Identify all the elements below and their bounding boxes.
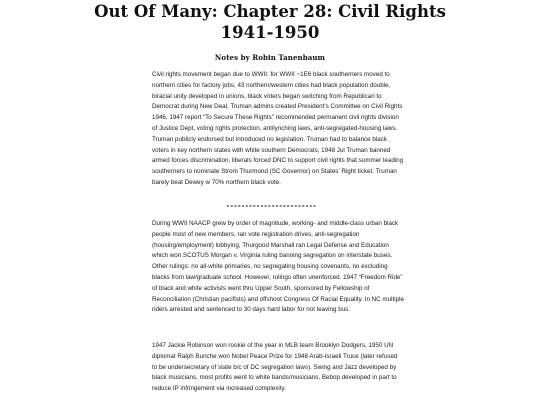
byline: Notes by Robin Tanenbaum [214,53,326,62]
section-divider: ------------------------ [225,202,317,210]
paragraph-naacp: During WWII NAACP grew by order of magnitude, working- and middle-class urban black people most of new members, ran vote registration drives, anti-segregation (housing/employment) lobbying, Thurgood Marshall ran Legal Defense and Education which won SCOTUS Morgan v. Virginia ruling banning segregation on interstate buses. Other rulings: no all-white primaries, no segregating housing covenants, no excluding blacks from law/graduate school. However, rulings often unenforced. 1947 “Freedom Ride” of black and white activists went thru Upper South, sponsored by Fellowship of Reconciliation (Christian pacifists) and offshoot Congress Of Racial Equality. In NC multiple riders arrested and sentenced to 30 days hard labor for not leaving bus. [152,220,404,314]
page-title-years: 1941-1950 [220,23,320,42]
paragraph-culture: 1947 Jackie Robinson won rookie of the year in MLB team Brooklyn Dodgers, 1950 UN diplomat Ralph Bunche won Nobel Peace Prize for 1948 Arab-Israeli Truce (later refused to be undersecretary of state b/c of DC segregation laws). Swing and Jazz developed by black musicians, most profits went to white bands/musicians, Bebop developed in part to reduce IP infringement via increased complexity. [152,342,398,393]
paragraph-truman-civil-rights: Civil rights movement began due to WWII: for WWII ~1E6 black southerners moved to northern cities for factory jobs, 43 northern/western cities had black population double, biracial unity developed in unions, black voters began switching from Republican to Democrat during New Deal, Truman admins created President’s Committee on Civil Rights 1946, 1947 report “To Secure These Rights” recommended permanent civil rights division of Justice Dept, voting rights protection, antilynching laws, anti-segregated-housing laws. Truman publicly endorsed but introduced no legislation. Truman had to balance black voters in key northern states with white southern Democrats, 1948 Jul Truman banned armed forces discrimination, liberals forced DNC to support civil rights that summer leading southerners to nominate Strom Thurmond (SC Governor) on States’ Right ticket. Truman barely beat Dewey w 70% northern black vote. [152,71,404,186]
page-title: Out Of Many: Chapter 28: Civil Rights [94,2,446,21]
